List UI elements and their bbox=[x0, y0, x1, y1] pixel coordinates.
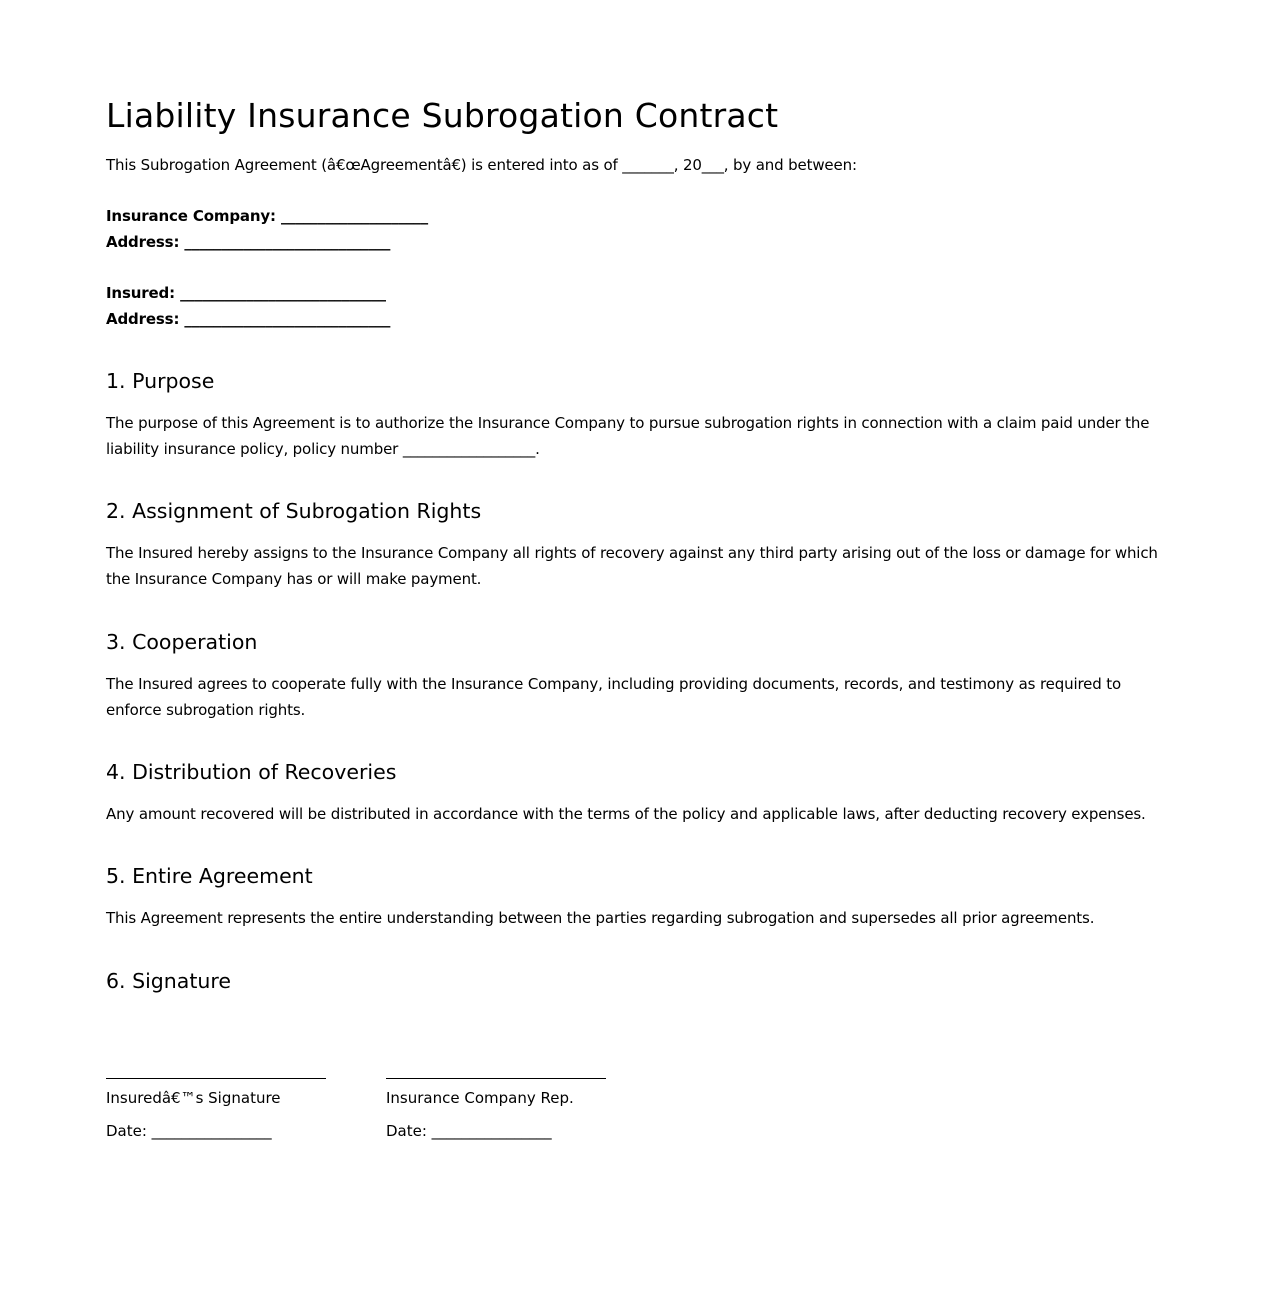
section-body-purpose: The purpose of this Agreement is to authorize the Insurance Company to pursue subrogation rights in connection with a claim paid under the liability insurance policy, policy number __________________. bbox=[106, 414, 1150, 458]
section-heading-entire-agreement: 5. Entire Agreement bbox=[106, 864, 313, 888]
party-blank: ____________________________ bbox=[184, 310, 391, 328]
signature-line[interactable] bbox=[106, 1078, 326, 1079]
party-label: Address: bbox=[106, 233, 180, 251]
section-body-cooperation: The Insured agrees to cooperate fully with the Insurance Company, including providing documents, records, and testimony as required to enforce subrogation rights. bbox=[106, 675, 1121, 719]
section-body-distribution: Any amount recovered will be distributed in accordance with the terms of the policy and applicable laws, after deducting recovery expenses. bbox=[106, 805, 1146, 823]
signature-block-company-rep bbox=[386, 1054, 606, 1144]
party-insured bbox=[106, 280, 386, 306]
party-blank: ____________________ bbox=[281, 207, 429, 225]
section-heading-purpose: 1. Purpose bbox=[106, 369, 215, 393]
section-heading-cooperation: 3. Cooperation bbox=[106, 630, 258, 654]
party-label: Insurance Company: bbox=[106, 207, 276, 225]
section-heading-signature: 6. Signature bbox=[106, 969, 231, 993]
signature-block-insured bbox=[106, 1054, 326, 1144]
party-insured-address bbox=[106, 306, 390, 332]
section-heading-assignment: 2. Assignment of Subrogation Rights bbox=[106, 499, 482, 523]
signature-label: Insuredâ€™s Signature bbox=[106, 1089, 281, 1107]
party-insurance-company-address bbox=[106, 229, 390, 255]
party-insurance-company bbox=[106, 203, 428, 229]
party-label: Insured: bbox=[106, 284, 175, 302]
section-heading-distribution: 4. Distribution of Recoveries bbox=[106, 760, 397, 784]
signature-label: Insurance Company Rep. bbox=[386, 1089, 574, 1107]
intro-paragraph: This Subrogation Agreement (â€œAgreementâ€) is entered into as of _______, 20___, by and between: bbox=[106, 156, 857, 174]
signature-date: Date: ________________ bbox=[106, 1122, 272, 1140]
signature-date: Date: ________________ bbox=[386, 1122, 552, 1140]
party-blank: ____________________________ bbox=[184, 233, 391, 251]
signature-line[interactable] bbox=[386, 1078, 606, 1079]
section-body-assignment: The Insured hereby assigns to the Insurance Company all rights of recovery against any third party arising out of the loss or damage for which the Insurance Company has or will make payment. bbox=[106, 544, 1158, 588]
document-title: Liability Insurance Subrogation Contract bbox=[106, 96, 779, 135]
section-body-entire-agreement: This Agreement represents the entire understanding between the parties regarding subrogation and supersedes all prior agreements. bbox=[106, 909, 1095, 927]
party-blank: ____________________________ bbox=[180, 284, 386, 302]
party-label: Address: bbox=[106, 310, 180, 328]
